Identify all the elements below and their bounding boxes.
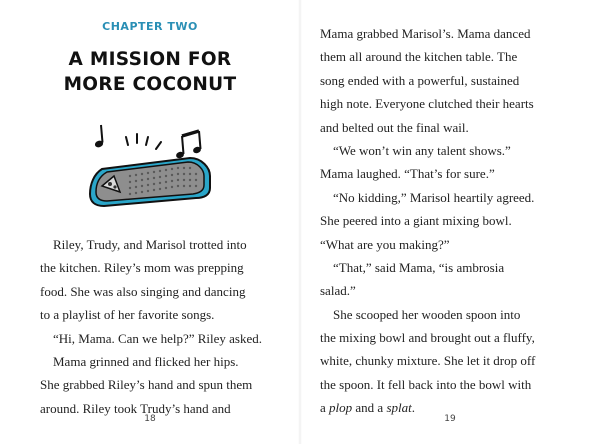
page-number-left: 18 — [144, 414, 156, 424]
emphasis-plop: plop — [329, 400, 353, 416]
text-line: She grabbed Riley’s hand and spun them — [40, 377, 253, 393]
left-page-text — [40, 233, 278, 420]
text-line: Riley, Trudy, and Marisol trotted into — [53, 237, 247, 252]
text-line: She scooped her wooden spoon into — [333, 306, 521, 322]
text-line: “What are you making?” — [320, 236, 450, 252]
text-line: high note. Everyone clutched their hearts — [320, 96, 534, 112]
text-line: food. She was also singing and dancing — [40, 283, 246, 299]
right-page — [300, 0, 600, 444]
text-line: song ended with a powerful, sustained — [320, 72, 520, 88]
text-line: to a playlist of her favorite songs. — [40, 307, 215, 323]
text-line: Mama grinned and flicked her hips. — [53, 353, 239, 369]
text-line: the kitchen. Riley’s mom was prepping — [40, 260, 244, 276]
text-line: around. Riley took Trudy’s hand and — [40, 400, 231, 416]
text-line: “No kidding,” Marisol heartily agreed. — [333, 189, 535, 205]
text-line: them all around the kitchen table. The — [320, 49, 518, 65]
text-line: “That,” said Mama, “is ambrosia — [333, 259, 505, 275]
right-page-text — [320, 22, 570, 420]
chapter-title-line-1: A MISSION FOR — [68, 49, 232, 70]
portable-speaker-playing-music-icon — [80, 118, 220, 210]
text-line-last: a plop and a splat. — [320, 400, 415, 416]
text-line: salad.” — [320, 283, 356, 299]
chapter-title-line-2: MORE COCONUT — [63, 74, 237, 95]
sound-lines-icon — [126, 134, 161, 149]
text-line: “We won’t win any talent shows.” — [333, 142, 511, 158]
text-line: She peered into a giant mixing bowl. — [320, 213, 512, 229]
music-note-right-icon — [175, 131, 202, 159]
text-line: the mixing bowl and brought out a fluffy, — [320, 330, 535, 346]
text-line: and belted out the final wail. — [320, 119, 469, 135]
page-number-right: 19 — [444, 414, 456, 424]
chapter-title — [0, 47, 300, 97]
music-note-left-icon — [94, 125, 104, 148]
text-line: Mama grabbed Marisol’s. Mama danced — [320, 26, 531, 41]
emphasis-splat: splat — [386, 400, 412, 416]
text-line: white, chunky mixture. She let it drop off — [320, 353, 536, 369]
text-line: “Hi, Mama. Can we help?” Riley asked. — [53, 330, 263, 346]
text-line: the spoon. It fell back into the bowl with — [320, 376, 532, 392]
speaker-icon — [90, 158, 210, 206]
chapter-label: CHAPTER TWO — [102, 20, 198, 33]
text-line: Mama laughed. “That’s for sure.” — [320, 166, 495, 182]
